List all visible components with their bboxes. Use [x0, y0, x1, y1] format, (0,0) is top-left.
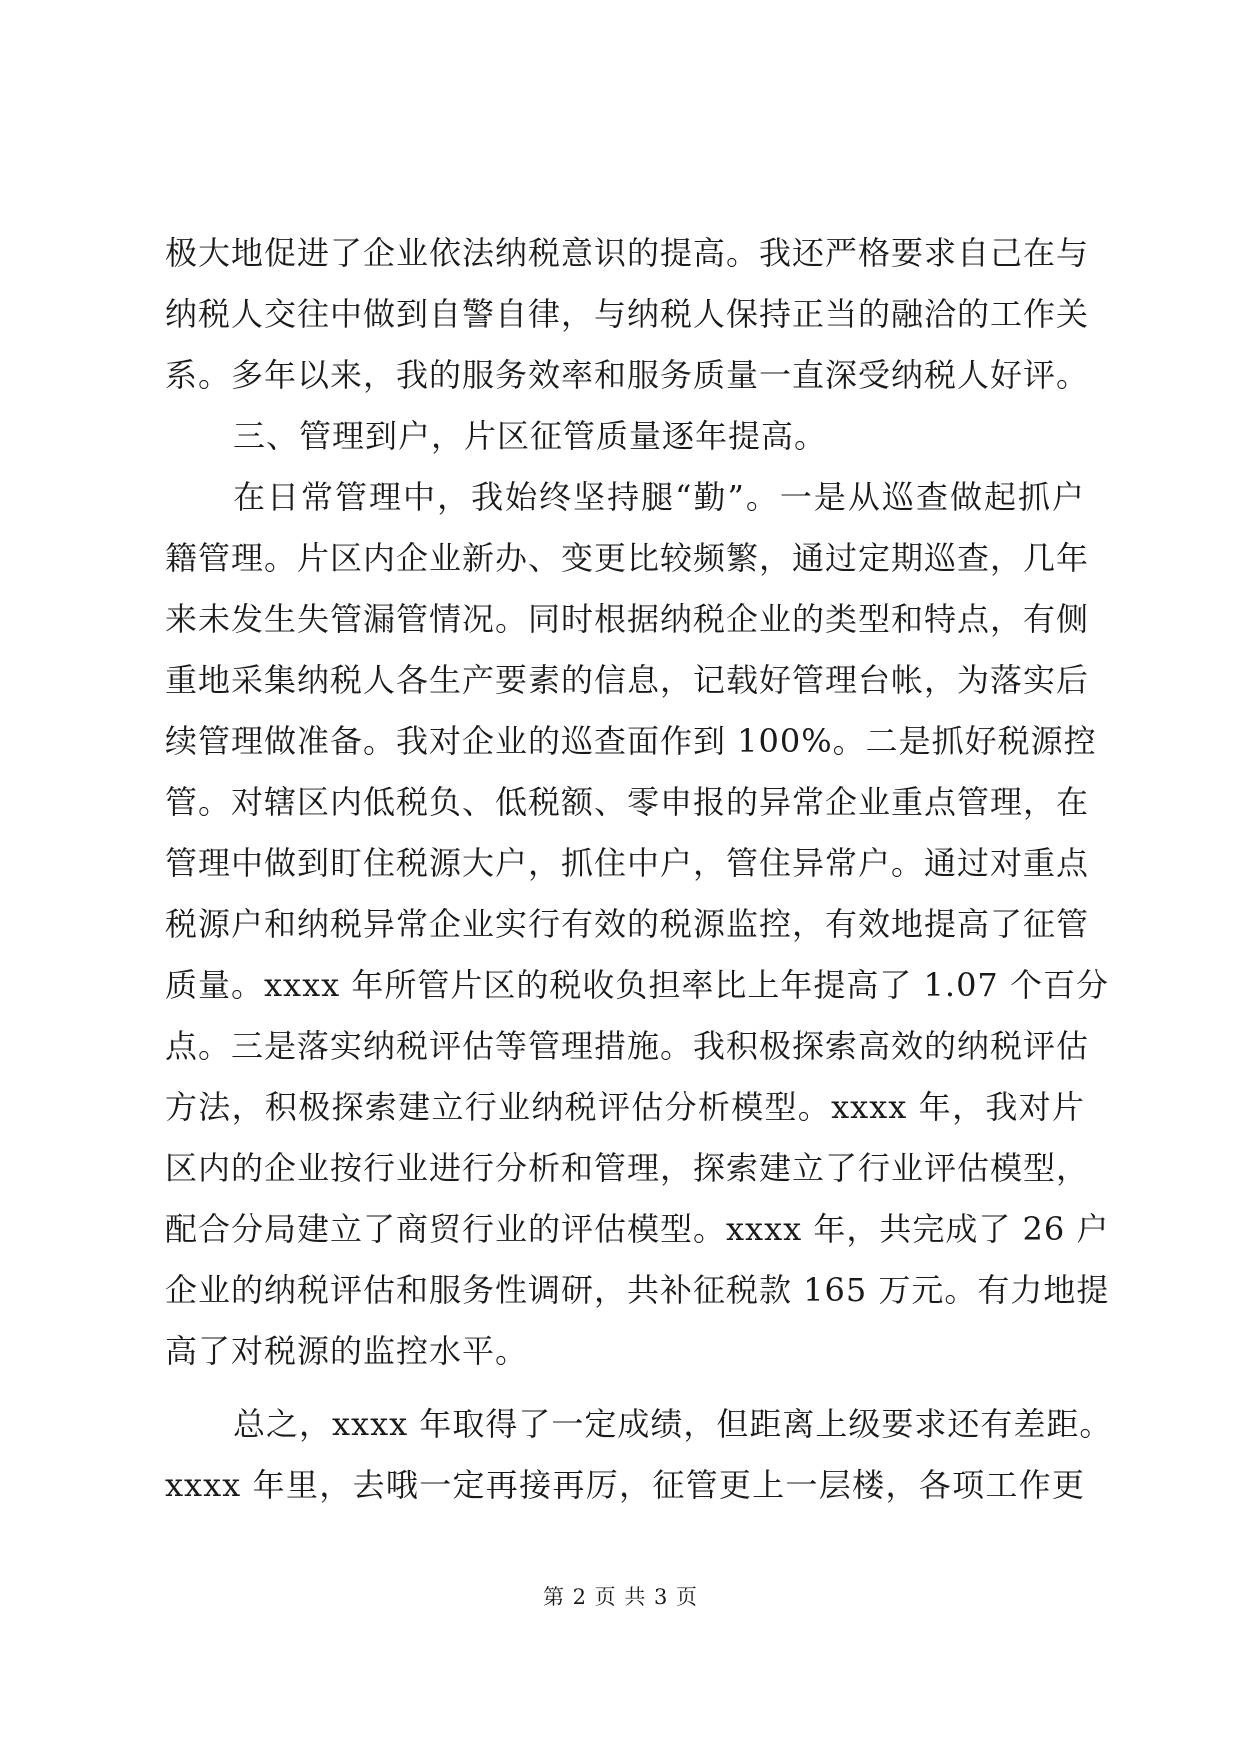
text-line: 籍管理。片区内企业新办、变更比较频繁，通过定期巡查，几年 — [165, 539, 1090, 577]
text-line: 点。三是落实纳税评估等管理措施。我积极探索高效的纳税评估 — [165, 1027, 1090, 1065]
text-line: 管。对辖区内低税负、低税额、零申报的异常企业重点管理，在 — [165, 783, 1090, 821]
text-line: 质量。xxxx 年所管片区的税收负担率比上年提高了 1.07 个百分 — [165, 966, 1109, 1004]
text-line: 在日常管理中，我始终坚持腿“勤”。一是从巡查做起抓户 — [233, 478, 1085, 516]
text-line: 重地采集纳税人各生产要素的信息，记载好管理台帐，为落实后 — [165, 661, 1090, 699]
text-line: 管理中做到盯住税源大户，抓住中户，管住异常户。通过对重点 — [165, 844, 1090, 882]
text-line: 纳税人交往中做到自警自律，与纳税人保持正当的融洽的工作关 — [165, 295, 1090, 333]
document-body — [165, 223, 1113, 1516]
text-line: 方法，积极探索建立行业纳税评估分析模型。xxxx 年，我对片 — [165, 1088, 1085, 1126]
text-line: xxxx 年里，去哦一定再接再厉，征管更上一层楼，各项工作更 — [165, 1466, 1085, 1504]
page-footer: 第 2 页 共 3 页 — [542, 1585, 699, 1609]
text-line: 续管理做准备。我对企业的巡查面作到 100%。二是抓好税源控 — [165, 722, 1097, 760]
text-line: 系。多年以来，我的服务效率和服务质量一直深受纳税人好评。 — [165, 356, 1090, 394]
text-line: 配合分局建立了商贸行业的评估模型。xxxx 年，共完成了 26 户 — [165, 1210, 1110, 1248]
text-line: 区内的企业按行业进行分析和管理，探索建立了行业评估模型， — [165, 1149, 1090, 1187]
section-heading: 三、管理到户，片区征管质量逐年提高。 — [233, 417, 828, 455]
text-line: 极大地促进了企业依法纳税意识的提高。我还严格要求自己在与 — [165, 234, 1090, 272]
paragraph-gap — [165, 1382, 1085, 1394]
text-line: 企业的纳税评估和服务性调研，共补征税款 165 万元。有力地提 — [165, 1271, 1110, 1309]
text-line: 税源户和纳税异常企业实行有效的税源监控，有效地提高了征管 — [165, 905, 1090, 943]
text-line: 来未发生失管漏管情况。同时根据纳税企业的类型和特点，有侧 — [165, 600, 1090, 638]
text-line: 总之，xxxx 年取得了一定成绩，但距离上级要求还有差距。 — [233, 1405, 1113, 1443]
text-line: 高了对税源的监控水平。 — [165, 1332, 529, 1370]
